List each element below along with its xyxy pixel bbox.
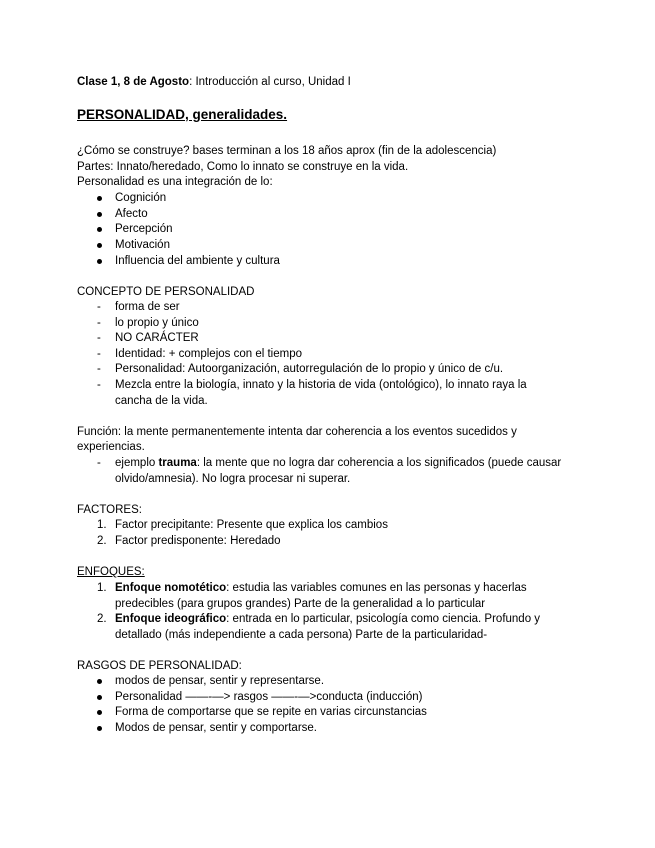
dash-marker: - bbox=[97, 348, 101, 360]
dash-marker: - bbox=[97, 301, 101, 313]
list-item bbox=[115, 456, 561, 471]
bullet-dot bbox=[97, 222, 102, 237]
list-item: Modos de pensar, sentir y comportarse. bbox=[115, 722, 317, 734]
rasgos-heading: RASGOS DE PERSONALIDAD: bbox=[77, 660, 242, 672]
funcion-line-2: experiencias. bbox=[77, 441, 145, 453]
list-item: modos de pensar, sentir y representarse. bbox=[115, 675, 325, 687]
list-item: Afecto bbox=[115, 208, 148, 220]
enfoque-nomotetico-rest: : estudia las variables comunes en las personas y hacerlas bbox=[226, 582, 527, 594]
number-marker: 2. bbox=[97, 535, 107, 547]
enfoque-ideografico-rest: : entrada en lo particular, psicología como ciencia. Profundo y bbox=[226, 613, 541, 625]
funcion-item-pre: ejemplo bbox=[115, 457, 159, 469]
class-header-rest: : Introducción al curso, Unidad I bbox=[189, 76, 351, 88]
list-item-continuation: detallado (más independiente a cada persona) Parte de la particularidad- bbox=[115, 629, 488, 641]
bullet-dot bbox=[97, 207, 102, 222]
list-item-continuation: cancha de la vida. bbox=[115, 395, 208, 407]
bullet-dot bbox=[97, 238, 102, 253]
page-title: PERSONALIDAD, generalidades. bbox=[77, 107, 288, 122]
number-marker: 1. bbox=[97, 582, 107, 594]
dash-marker: - bbox=[97, 379, 101, 391]
enfoque-ideografico-bold: Enfoque ideográfico bbox=[115, 613, 227, 625]
class-header-bold: Clase 1, 8 de Agosto bbox=[77, 76, 190, 88]
list-item-continuation: olvido/amnesia). No logra procesar ni superar. bbox=[115, 473, 351, 485]
concepto-heading: CONCEPTO DE PERSONALIDAD bbox=[77, 286, 255, 298]
list-item: Personalidad: Autoorganización, autorregulación de lo propio y único de c/u. bbox=[115, 363, 504, 375]
funcion-item-rest: : la mente que no logra dar coherencia a los significados (puede causar bbox=[196, 457, 562, 469]
dash-marker: - bbox=[97, 317, 101, 329]
list-item: Cognición bbox=[115, 192, 167, 204]
dash-marker: - bbox=[97, 332, 101, 344]
bullet-dot bbox=[97, 674, 102, 689]
enfoques-heading: ENFOQUES: bbox=[77, 566, 145, 578]
dash-marker: - bbox=[97, 457, 101, 469]
list-item: Factor precipitante: Presente que explica los cambios bbox=[115, 519, 388, 531]
list-item: Mezcla entre la biología, innato y la historia de vida (ontológico), lo innato raya la bbox=[115, 379, 527, 391]
list-item: Identidad: + complejos con el tiempo bbox=[115, 348, 302, 360]
list-item: Factor predisponente: Heredado bbox=[115, 535, 281, 547]
list-item: lo propio y único bbox=[115, 317, 199, 329]
list-item: Percepción bbox=[115, 223, 173, 235]
list-item: forma de ser bbox=[115, 301, 180, 313]
enfoque-nomotetico-bold: Enfoque nomotético bbox=[115, 582, 227, 594]
list-item bbox=[115, 581, 527, 596]
dash-marker: - bbox=[97, 363, 101, 375]
bullet-dot bbox=[97, 191, 102, 206]
list-item: Personalidad ——-—> rasgos ——-—>conducta (inducción) bbox=[115, 691, 423, 703]
bullet-dot bbox=[97, 721, 102, 736]
factores-heading: FACTORES: bbox=[77, 504, 142, 516]
list-item: Motivación bbox=[115, 239, 170, 251]
list-item-continuation: predecibles (para grupos grandes) Parte de la generalidad a lo particular bbox=[115, 598, 486, 610]
list-item: NO CARÁCTER bbox=[115, 332, 199, 344]
funcion-line-1: Función: la mente permanentemente intenta dar coherencia a los eventos sucedidos y bbox=[77, 426, 517, 438]
funcion-item-bold: trauma bbox=[158, 457, 197, 469]
intro-line-2: Partes: Innato/heredado, Como lo innato se construye en la vida. bbox=[77, 161, 409, 173]
list-item: Influencia del ambiente y cultura bbox=[115, 255, 280, 267]
intro-line-1: ¿Cómo se construye? bases terminan a los 18 años aprox (fin de la adolescencia) bbox=[77, 145, 497, 157]
list-item: Forma de comportarse que se repite en varias circunstancias bbox=[115, 706, 427, 718]
bullet-dot bbox=[97, 705, 102, 720]
intro-line-3: Personalidad es una integración de lo: bbox=[77, 176, 273, 188]
bullet-dot bbox=[97, 690, 102, 705]
class-header bbox=[77, 75, 351, 90]
number-marker: 1. bbox=[97, 519, 107, 531]
number-marker: 2. bbox=[97, 613, 107, 625]
bullet-dot bbox=[97, 254, 102, 269]
list-item bbox=[115, 612, 540, 627]
